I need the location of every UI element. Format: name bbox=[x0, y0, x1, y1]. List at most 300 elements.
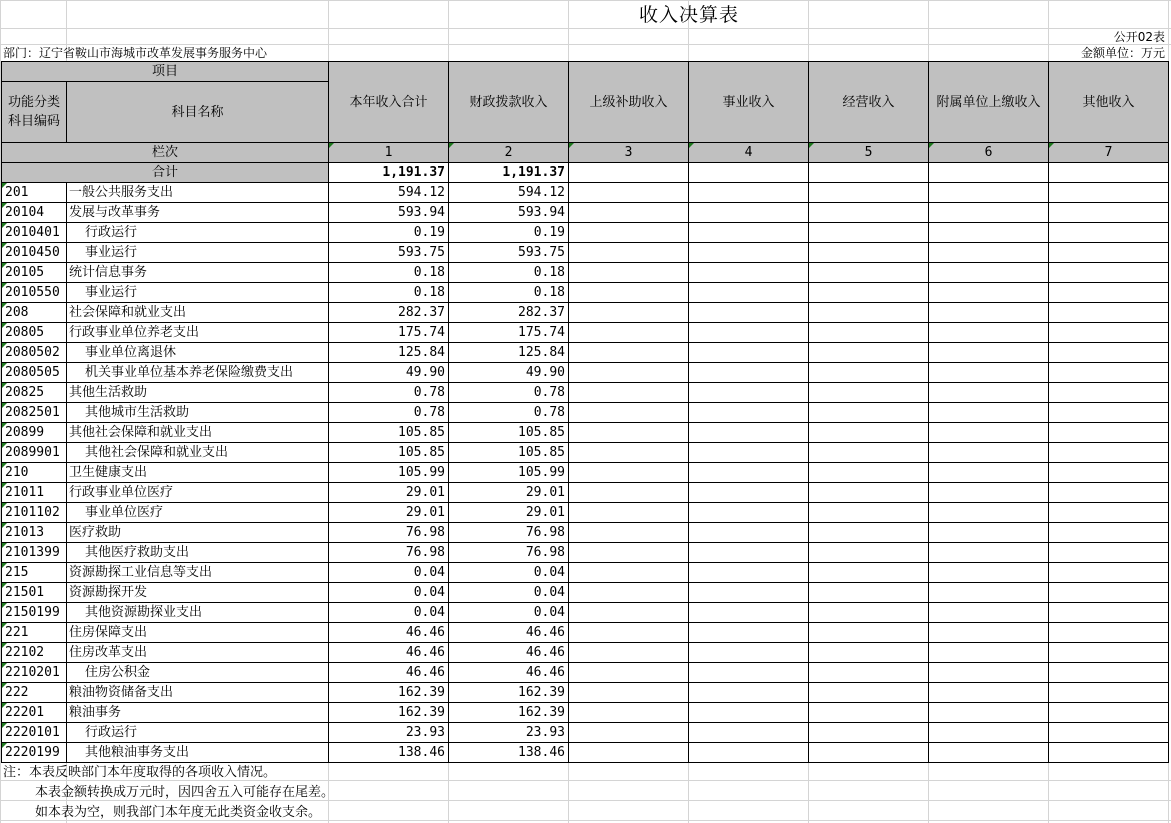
row-value-7 bbox=[1049, 623, 1169, 643]
row-value-5 bbox=[809, 663, 929, 683]
row-value-4 bbox=[689, 403, 809, 423]
row-value-2: 0.78 bbox=[449, 383, 569, 403]
row-value-6 bbox=[929, 323, 1049, 343]
row-value-7 bbox=[1049, 423, 1169, 443]
row-value-3 bbox=[569, 663, 689, 683]
row-code: 20805 bbox=[2, 323, 67, 343]
table-row bbox=[2, 243, 1169, 263]
row-value-6 bbox=[929, 283, 1049, 303]
row-value-2: 105.85 bbox=[449, 443, 569, 463]
row-code: 20104 bbox=[2, 203, 67, 223]
row-code: 222 bbox=[2, 683, 67, 703]
row-code: 2150199 bbox=[2, 603, 67, 623]
row-value-3 bbox=[569, 563, 689, 583]
row-value-3 bbox=[569, 263, 689, 283]
row-name: 资源勘探工业信息等支出 bbox=[67, 563, 329, 583]
row-value-4 bbox=[689, 323, 809, 343]
total-value-6 bbox=[929, 163, 1049, 183]
table-row bbox=[2, 183, 1169, 203]
row-name: 住房改革支出 bbox=[67, 643, 329, 663]
row-value-6 bbox=[929, 703, 1049, 723]
row-value-1: 125.84 bbox=[329, 343, 449, 363]
row-value-5 bbox=[809, 323, 929, 343]
row-value-6 bbox=[929, 303, 1049, 323]
table-row bbox=[2, 303, 1169, 323]
header-subject-name: 科目名称 bbox=[67, 82, 329, 143]
row-name: 其他社会保障和就业支出 bbox=[67, 443, 329, 463]
row-value-4 bbox=[689, 723, 809, 743]
row-code: 215 bbox=[2, 563, 67, 583]
row-value-6 bbox=[929, 223, 1049, 243]
table-row bbox=[2, 583, 1169, 603]
row-value-7 bbox=[1049, 703, 1169, 723]
row-value-5 bbox=[809, 283, 929, 303]
row-value-7 bbox=[1049, 583, 1169, 603]
row-code: 2101399 bbox=[2, 543, 67, 563]
row-value-2: 46.46 bbox=[449, 623, 569, 643]
table-row bbox=[2, 663, 1169, 683]
row-value-3 bbox=[569, 323, 689, 343]
table-row bbox=[2, 263, 1169, 283]
row-name: 其他生活救助 bbox=[67, 383, 329, 403]
row-value-1: 0.04 bbox=[329, 603, 449, 623]
header-col1: 本年收入合计 bbox=[329, 62, 449, 143]
row-value-4 bbox=[689, 683, 809, 703]
row-value-4 bbox=[689, 463, 809, 483]
total-label: 合计 bbox=[2, 163, 329, 183]
row-value-3 bbox=[569, 383, 689, 403]
table-row bbox=[2, 423, 1169, 443]
row-value-1: 0.04 bbox=[329, 583, 449, 603]
row-name: 事业运行 bbox=[67, 283, 329, 303]
note-line-1: 注：本表反映部门本年度取得的各项收入情况。 bbox=[3, 765, 277, 780]
row-value-4 bbox=[689, 443, 809, 463]
row-value-7 bbox=[1049, 443, 1169, 463]
row-value-6 bbox=[929, 183, 1049, 203]
row-value-7 bbox=[1049, 183, 1169, 203]
row-value-5 bbox=[809, 683, 929, 703]
table-row bbox=[2, 283, 1169, 303]
row-value-1: 29.01 bbox=[329, 503, 449, 523]
row-value-3 bbox=[569, 743, 689, 763]
row-value-6 bbox=[929, 623, 1049, 643]
row-value-1: 76.98 bbox=[329, 543, 449, 563]
row-value-2: 29.01 bbox=[449, 503, 569, 523]
table-row bbox=[2, 443, 1169, 463]
row-value-2: 594.12 bbox=[449, 183, 569, 203]
row-value-3 bbox=[569, 463, 689, 483]
row-name: 事业运行 bbox=[67, 243, 329, 263]
row-value-5 bbox=[809, 303, 929, 323]
row-name: 行政事业单位养老支出 bbox=[67, 323, 329, 343]
row-value-7 bbox=[1049, 283, 1169, 303]
row-value-4 bbox=[689, 603, 809, 623]
table-row bbox=[2, 743, 1169, 763]
row-name: 行政事业单位医疗 bbox=[67, 483, 329, 503]
row-value-2: 162.39 bbox=[449, 703, 569, 723]
total-value-3 bbox=[569, 163, 689, 183]
row-value-4 bbox=[689, 243, 809, 263]
row-value-4 bbox=[689, 663, 809, 683]
table-row bbox=[2, 403, 1169, 423]
row-name: 行政运行 bbox=[67, 723, 329, 743]
row-value-5 bbox=[809, 263, 929, 283]
row-value-3 bbox=[569, 443, 689, 463]
row-value-1: 46.46 bbox=[329, 663, 449, 683]
row-code: 2010450 bbox=[2, 243, 67, 263]
row-value-1: 594.12 bbox=[329, 183, 449, 203]
row-value-1: 29.01 bbox=[329, 483, 449, 503]
row-value-5 bbox=[809, 423, 929, 443]
row-code: 20105 bbox=[2, 263, 67, 283]
row-name: 社会保障和就业支出 bbox=[67, 303, 329, 323]
row-value-3 bbox=[569, 283, 689, 303]
row-value-1: 105.99 bbox=[329, 463, 449, 483]
row-name: 卫生健康支出 bbox=[67, 463, 329, 483]
row-value-5 bbox=[809, 203, 929, 223]
row-value-6 bbox=[929, 263, 1049, 283]
table-row bbox=[2, 603, 1169, 623]
header-col3: 上级补助收入 bbox=[569, 62, 689, 143]
row-value-7 bbox=[1049, 663, 1169, 683]
row-value-3 bbox=[569, 303, 689, 323]
row-value-5 bbox=[809, 483, 929, 503]
row-code: 2101102 bbox=[2, 503, 67, 523]
row-value-5 bbox=[809, 183, 929, 203]
row-value-1: 23.93 bbox=[329, 723, 449, 743]
row-code: 201 bbox=[2, 183, 67, 203]
row-value-6 bbox=[929, 583, 1049, 603]
row-value-3 bbox=[569, 703, 689, 723]
form-number: 公开02表 bbox=[1113, 30, 1165, 44]
table-row bbox=[2, 483, 1169, 503]
row-value-2: 0.18 bbox=[449, 283, 569, 303]
header-col7: 其他收入 bbox=[1049, 62, 1169, 143]
row-value-6 bbox=[929, 523, 1049, 543]
row-value-5 bbox=[809, 463, 929, 483]
row-value-6 bbox=[929, 663, 1049, 683]
row-value-5 bbox=[809, 403, 929, 423]
row-value-7 bbox=[1049, 643, 1169, 663]
row-value-5 bbox=[809, 583, 929, 603]
table-row bbox=[2, 503, 1169, 523]
table-row bbox=[2, 223, 1169, 243]
row-value-1: 0.18 bbox=[329, 263, 449, 283]
row-value-4 bbox=[689, 583, 809, 603]
row-value-2: 105.85 bbox=[449, 423, 569, 443]
row-value-6 bbox=[929, 603, 1049, 623]
row-value-4 bbox=[689, 223, 809, 243]
row-value-1: 0.04 bbox=[329, 563, 449, 583]
row-name: 机关事业单位基本养老保险缴费支出 bbox=[67, 363, 329, 383]
row-value-6 bbox=[929, 383, 1049, 403]
row-value-7 bbox=[1049, 463, 1169, 483]
row-value-2: 0.19 bbox=[449, 223, 569, 243]
row-value-6 bbox=[929, 203, 1049, 223]
table-row bbox=[2, 683, 1169, 703]
row-value-4 bbox=[689, 623, 809, 643]
row-value-5 bbox=[809, 603, 929, 623]
row-value-6 bbox=[929, 723, 1049, 743]
row-value-4 bbox=[689, 303, 809, 323]
row-value-7 bbox=[1049, 523, 1169, 543]
row-value-2: 162.39 bbox=[449, 683, 569, 703]
row-value-1: 282.37 bbox=[329, 303, 449, 323]
row-value-2: 138.46 bbox=[449, 743, 569, 763]
row-value-7 bbox=[1049, 383, 1169, 403]
row-value-4 bbox=[689, 703, 809, 723]
row-code: 21011 bbox=[2, 483, 67, 503]
row-value-1: 105.85 bbox=[329, 423, 449, 443]
row-value-4 bbox=[689, 343, 809, 363]
total-value-1: 1,191.37 bbox=[329, 163, 449, 183]
row-code: 21501 bbox=[2, 583, 67, 603]
row-code: 208 bbox=[2, 303, 67, 323]
column-num-4: 4 bbox=[689, 143, 809, 163]
row-value-6 bbox=[929, 683, 1049, 703]
row-value-7 bbox=[1049, 563, 1169, 583]
row-value-4 bbox=[689, 423, 809, 443]
row-value-2: 125.84 bbox=[449, 343, 569, 363]
header-item: 项目 bbox=[2, 62, 329, 82]
row-value-2: 76.98 bbox=[449, 543, 569, 563]
row-value-2: 46.46 bbox=[449, 663, 569, 683]
row-value-7 bbox=[1049, 343, 1169, 363]
total-value-5 bbox=[809, 163, 929, 183]
row-code: 2080502 bbox=[2, 343, 67, 363]
row-value-7 bbox=[1049, 543, 1169, 563]
row-value-4 bbox=[689, 283, 809, 303]
row-value-2: 0.04 bbox=[449, 583, 569, 603]
row-value-3 bbox=[569, 223, 689, 243]
row-name: 事业单位医疗 bbox=[67, 503, 329, 523]
row-name: 其他资源勘探业支出 bbox=[67, 603, 329, 623]
row-name: 一般公共服务支出 bbox=[67, 183, 329, 203]
row-value-2: 593.94 bbox=[449, 203, 569, 223]
row-value-7 bbox=[1049, 223, 1169, 243]
table-row bbox=[2, 203, 1169, 223]
row-name: 粮油物资储备支出 bbox=[67, 683, 329, 703]
row-name: 其他社会保障和就业支出 bbox=[67, 423, 329, 443]
row-value-5 bbox=[809, 503, 929, 523]
row-code: 22102 bbox=[2, 643, 67, 663]
table-row bbox=[2, 543, 1169, 563]
row-value-2: 105.99 bbox=[449, 463, 569, 483]
row-value-3 bbox=[569, 643, 689, 663]
row-value-7 bbox=[1049, 503, 1169, 523]
row-value-1: 46.46 bbox=[329, 623, 449, 643]
column-num-6: 6 bbox=[929, 143, 1049, 163]
row-value-2: 175.74 bbox=[449, 323, 569, 343]
row-value-1: 593.75 bbox=[329, 243, 449, 263]
row-value-4 bbox=[689, 523, 809, 543]
row-code: 2220199 bbox=[2, 743, 67, 763]
row-code: 22201 bbox=[2, 703, 67, 723]
row-value-7 bbox=[1049, 303, 1169, 323]
row-value-2: 23.93 bbox=[449, 723, 569, 743]
unit-label: 金额单位：万元 bbox=[1080, 46, 1165, 60]
row-value-3 bbox=[569, 343, 689, 363]
row-name: 其他医疗救助支出 bbox=[67, 543, 329, 563]
row-value-3 bbox=[569, 243, 689, 263]
row-value-3 bbox=[569, 503, 689, 523]
row-code: 20825 bbox=[2, 383, 67, 403]
row-value-5 bbox=[809, 643, 929, 663]
column-num-2: 2 bbox=[449, 143, 569, 163]
row-value-6 bbox=[929, 363, 1049, 383]
row-value-2: 282.37 bbox=[449, 303, 569, 323]
column-num-3: 3 bbox=[569, 143, 689, 163]
row-value-6 bbox=[929, 403, 1049, 423]
row-value-7 bbox=[1049, 203, 1169, 223]
row-value-4 bbox=[689, 203, 809, 223]
row-value-4 bbox=[689, 483, 809, 503]
row-value-5 bbox=[809, 743, 929, 763]
row-name: 其他粮油事务支出 bbox=[67, 743, 329, 763]
row-value-1: 0.18 bbox=[329, 283, 449, 303]
income-table bbox=[1, 61, 1169, 763]
row-value-5 bbox=[809, 363, 929, 383]
notes bbox=[3, 763, 334, 823]
row-name: 行政运行 bbox=[67, 223, 329, 243]
table-row bbox=[2, 643, 1169, 663]
row-value-5 bbox=[809, 523, 929, 543]
row-value-5 bbox=[809, 703, 929, 723]
row-value-6 bbox=[929, 643, 1049, 663]
row-value-5 bbox=[809, 723, 929, 743]
header-col6: 附属单位上缴收入 bbox=[929, 62, 1049, 143]
row-value-7 bbox=[1049, 263, 1169, 283]
row-value-4 bbox=[689, 363, 809, 383]
row-value-7 bbox=[1049, 743, 1169, 763]
row-value-6 bbox=[929, 563, 1049, 583]
row-value-7 bbox=[1049, 323, 1169, 343]
row-value-3 bbox=[569, 543, 689, 563]
header-col5: 经营收入 bbox=[809, 62, 929, 143]
row-code: 2010550 bbox=[2, 283, 67, 303]
row-value-2: 0.18 bbox=[449, 263, 569, 283]
row-code: 210 bbox=[2, 463, 67, 483]
row-value-7 bbox=[1049, 403, 1169, 423]
row-value-1: 138.46 bbox=[329, 743, 449, 763]
row-value-2: 49.90 bbox=[449, 363, 569, 383]
row-value-3 bbox=[569, 723, 689, 743]
table-row bbox=[2, 363, 1169, 383]
row-name: 住房保障支出 bbox=[67, 623, 329, 643]
row-value-7 bbox=[1049, 603, 1169, 623]
row-value-4 bbox=[689, 263, 809, 283]
row-value-5 bbox=[809, 623, 929, 643]
row-value-5 bbox=[809, 343, 929, 363]
row-value-2: 0.04 bbox=[449, 563, 569, 583]
table-row bbox=[2, 563, 1169, 583]
row-value-2: 76.98 bbox=[449, 523, 569, 543]
table-row bbox=[2, 703, 1169, 723]
header-col2: 财政拨款收入 bbox=[449, 62, 569, 143]
row-code: 2082501 bbox=[2, 403, 67, 423]
row-value-3 bbox=[569, 363, 689, 383]
row-value-4 bbox=[689, 743, 809, 763]
row-code: 21013 bbox=[2, 523, 67, 543]
row-value-5 bbox=[809, 563, 929, 583]
row-code: 2220101 bbox=[2, 723, 67, 743]
row-name: 事业单位离退休 bbox=[67, 343, 329, 363]
page-title: 收入决算表 bbox=[638, 4, 739, 26]
row-value-6 bbox=[929, 423, 1049, 443]
row-value-1: 162.39 bbox=[329, 683, 449, 703]
table-row bbox=[2, 463, 1169, 483]
row-value-1: 49.90 bbox=[329, 363, 449, 383]
row-code: 2210201 bbox=[2, 663, 67, 683]
row-value-7 bbox=[1049, 723, 1169, 743]
row-value-1: 0.19 bbox=[329, 223, 449, 243]
note-line-2: 本表金额转换成万元时，因四舍五入可能存在尾差。 bbox=[35, 785, 335, 800]
row-value-2: 46.46 bbox=[449, 643, 569, 663]
row-value-7 bbox=[1049, 243, 1169, 263]
column-num-1: 1 bbox=[329, 143, 449, 163]
column-row-label: 栏次 bbox=[2, 143, 329, 163]
total-value-4 bbox=[689, 163, 809, 183]
row-value-5 bbox=[809, 443, 929, 463]
row-value-3 bbox=[569, 683, 689, 703]
row-value-1: 162.39 bbox=[329, 703, 449, 723]
row-code: 221 bbox=[2, 623, 67, 643]
row-value-3 bbox=[569, 183, 689, 203]
row-value-4 bbox=[689, 543, 809, 563]
row-value-6 bbox=[929, 543, 1049, 563]
row-name: 住房公积金 bbox=[67, 663, 329, 683]
row-value-7 bbox=[1049, 683, 1169, 703]
row-value-2: 29.01 bbox=[449, 483, 569, 503]
table-row bbox=[2, 383, 1169, 403]
row-value-1: 175.74 bbox=[329, 323, 449, 343]
row-name: 统计信息事务 bbox=[67, 263, 329, 283]
row-value-1: 76.98 bbox=[329, 523, 449, 543]
row-name: 资源勘探开发 bbox=[67, 583, 329, 603]
table-row bbox=[2, 623, 1169, 643]
row-value-6 bbox=[929, 463, 1049, 483]
column-num-5: 5 bbox=[809, 143, 929, 163]
row-value-1: 105.85 bbox=[329, 443, 449, 463]
row-value-2: 0.04 bbox=[449, 603, 569, 623]
row-value-5 bbox=[809, 383, 929, 403]
row-value-7 bbox=[1049, 363, 1169, 383]
header-col4: 事业收入 bbox=[689, 62, 809, 143]
row-name: 医疗救助 bbox=[67, 523, 329, 543]
row-value-1: 0.78 bbox=[329, 403, 449, 423]
row-value-6 bbox=[929, 483, 1049, 503]
row-value-4 bbox=[689, 503, 809, 523]
total-value-7 bbox=[1049, 163, 1169, 183]
row-value-3 bbox=[569, 583, 689, 603]
row-value-4 bbox=[689, 563, 809, 583]
row-name: 其他城市生活救助 bbox=[67, 403, 329, 423]
row-value-4 bbox=[689, 643, 809, 663]
row-code: 2080505 bbox=[2, 363, 67, 383]
row-value-2: 0.78 bbox=[449, 403, 569, 423]
row-value-3 bbox=[569, 603, 689, 623]
row-value-4 bbox=[689, 183, 809, 203]
row-name: 粮油事务 bbox=[67, 703, 329, 723]
row-code: 2089901 bbox=[2, 443, 67, 463]
row-code: 20899 bbox=[2, 423, 67, 443]
row-value-7 bbox=[1049, 483, 1169, 503]
row-name: 发展与改革事务 bbox=[67, 203, 329, 223]
row-value-1: 593.94 bbox=[329, 203, 449, 223]
column-num-7: 7 bbox=[1049, 143, 1169, 163]
table-row bbox=[2, 343, 1169, 363]
row-value-2: 593.75 bbox=[449, 243, 569, 263]
